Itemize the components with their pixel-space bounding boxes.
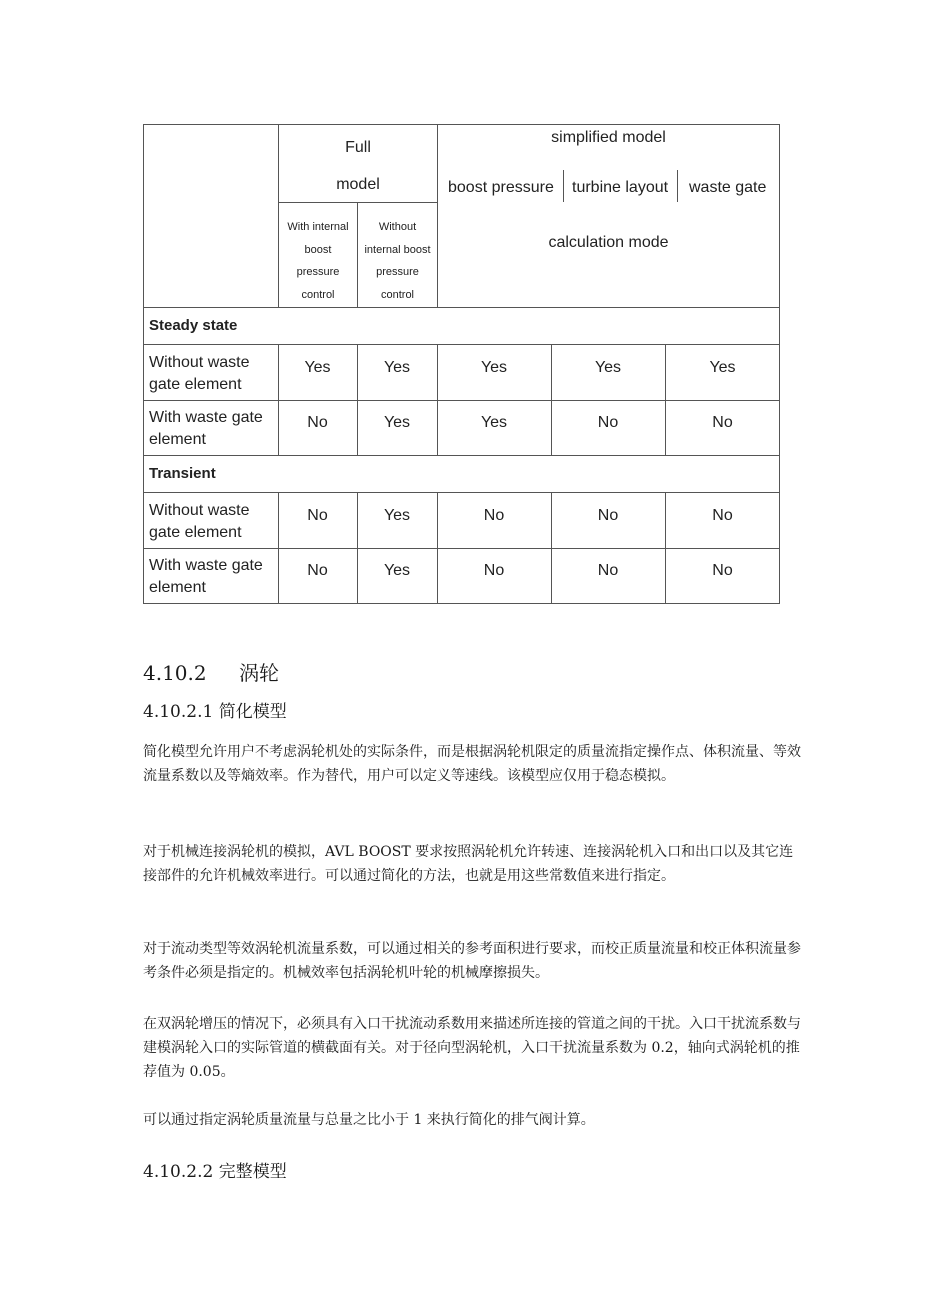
row-label: With waste gate element [149, 409, 263, 448]
header-full: Full [345, 139, 371, 156]
turbine-model-table [143, 124, 780, 604]
table-cell: Yes [383, 359, 411, 376]
table-cell: No [307, 562, 328, 579]
table-cell: Yes [709, 359, 736, 376]
table-cell: No [597, 414, 619, 431]
section-title-steady-state: Steady state [149, 317, 238, 334]
table-cell: No [712, 562, 733, 579]
table-cell: No [307, 414, 328, 431]
table-cell: Yes [383, 507, 411, 524]
row-label: Without waste gate element [149, 502, 250, 541]
paragraph: 在双涡轮增压的情况下，必须具有入口干扰流动系数用来描述所连接的管道之间的干扰。入口干扰流系数与建模涡轮入口的实际管道的横截面有关。对于径向型涡轮机，入口干扰流量系数为 0.2，轴向式涡轮机的推荐值为 0.05。 [143, 1016, 801, 1080]
table-cell: No [483, 507, 505, 524]
row-label: Without waste gate element [149, 354, 250, 393]
table-cell: Yes [383, 562, 411, 579]
section-number: 4.10.2 [143, 661, 207, 685]
row-divider [143, 548, 780, 549]
paragraph: 对于机械连接涡轮机的模拟，AVL BOOST 要求按照涡轮机允许转速、连接涡轮机入口和出口以及其它连接部件的允许机械效率进行。可以通过简化的方法，也就是用这些常数值来进行指定。 [143, 844, 794, 884]
subheader-divider [563, 170, 564, 202]
subheader-divider [677, 170, 678, 202]
table-cell: No [597, 562, 619, 579]
table-cell: Yes [594, 359, 622, 376]
row-divider [143, 307, 780, 308]
table-cell: Yes [304, 359, 331, 376]
row-label: With waste gate element [149, 557, 263, 596]
table-cell: No [483, 562, 505, 579]
row-divider [143, 455, 780, 456]
header-with-internal: With internal boost pressure control [287, 221, 349, 301]
header-waste-gate: waste gate [689, 179, 767, 196]
row-divider [278, 202, 438, 203]
table-cell: No [712, 414, 733, 431]
table-cell: No [597, 507, 619, 524]
paragraph: 对于流动类型等效涡轮机流量系数，可以通过相关的参考面积进行要求，而校正质量流量和校正体积流量参考条件必须是指定的。机械效率包括涡轮机叶轮的机械摩擦损失。 [143, 941, 801, 981]
header-model: model [336, 176, 380, 193]
header-boost-pressure: boost pressure [448, 179, 554, 196]
header-simplified-model: simplified model [551, 129, 666, 146]
paragraph: 可以通过指定涡轮质量流量与总量之比小于 1 来执行简化的排气阀计算。 [143, 1112, 595, 1128]
table-cell: No [307, 507, 328, 524]
subsection-heading: 4.10.2.1 简化模型 [143, 702, 287, 722]
table-cell: Yes [480, 414, 508, 431]
table-cell: No [712, 507, 733, 524]
row-divider [143, 492, 780, 493]
header-without-internal: Without internal boost pressure control [364, 221, 431, 301]
section-title-transient: Transient [149, 465, 216, 482]
subsection-heading: 4.10.2.2 完整模型 [143, 1162, 287, 1182]
table-cell: Yes [480, 359, 508, 376]
table-cell: Yes [383, 414, 411, 431]
row-divider [143, 344, 780, 345]
row-divider [143, 400, 780, 401]
section-heading [143, 657, 279, 686]
paragraph: 简化模型允许用户不考虑涡轮机处的实际条件，而是根据涡轮机限定的质量流指定操作点、体积流量、等效流量系数以及等熵效率。作为替代，用户可以定义等速线。该模型应仅用于稳态模拟。 [143, 744, 801, 784]
header-turbine-layout: turbine layout [572, 179, 669, 196]
section-title: 涡轮 [239, 661, 279, 685]
header-calculation-mode: calculation mode [548, 234, 669, 251]
